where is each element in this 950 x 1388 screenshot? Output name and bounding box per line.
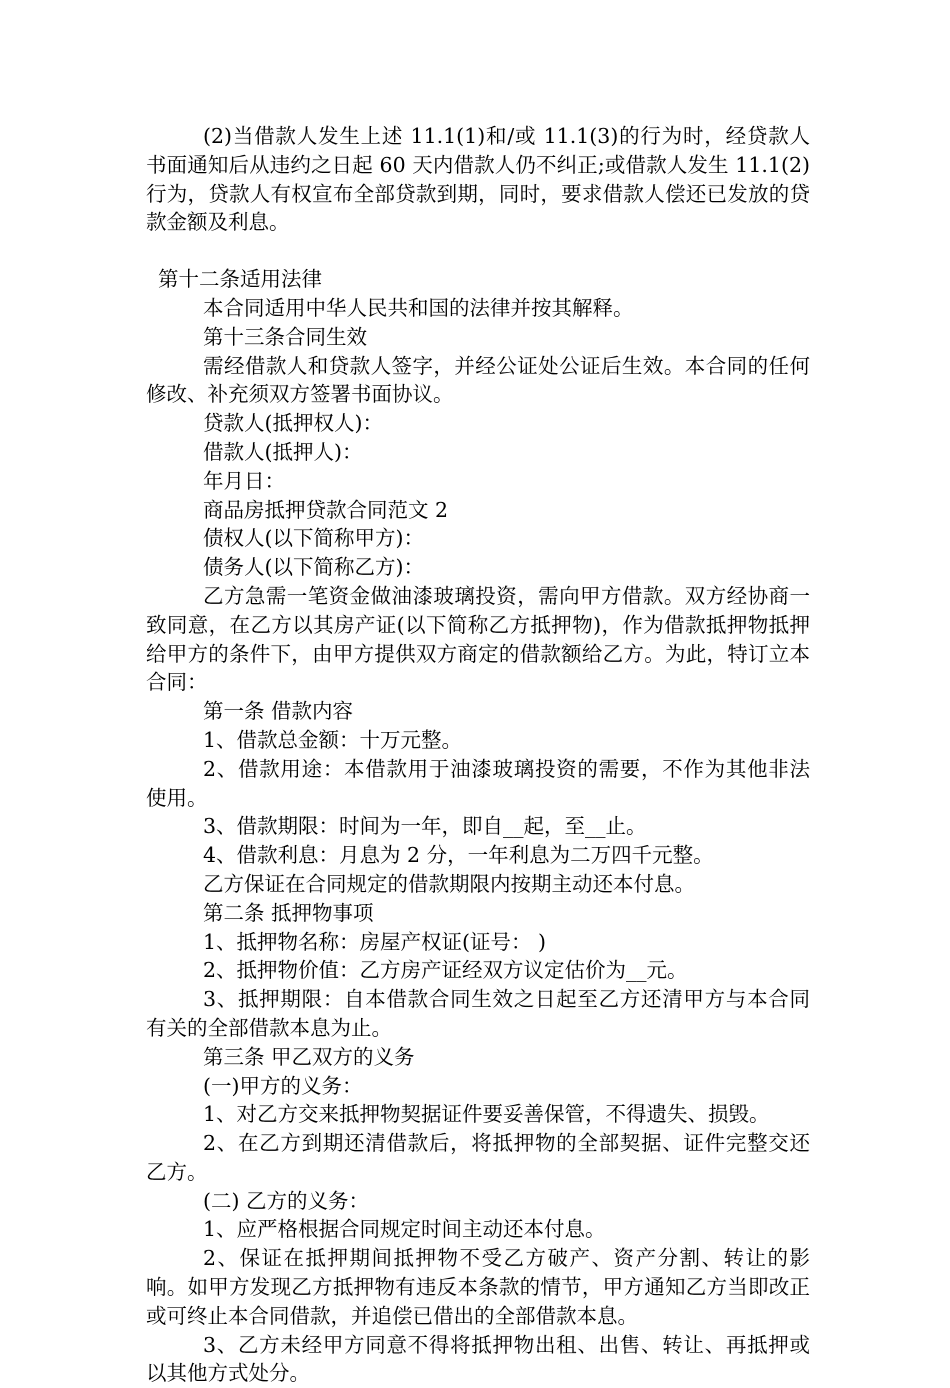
article-12-text: 本合同适用中华人民共和国的法律并按其解释。	[203, 295, 634, 320]
party-b-duty-3: 3、乙方未经甲方同意不得将抵押物出租、出售、转让、再抵押或以其他方式处分。	[146, 1332, 810, 1386]
article-2-item-2: 2、抵押物价值：乙方房产证经双方议定估价为__元。	[203, 958, 688, 983]
article-2-item-1: 1、抵押物名称：房屋产权证(证号： )	[203, 929, 547, 954]
borrower-signature-line: 借款人(抵押人)：	[203, 439, 363, 464]
article-1-item-1: 1、借款总金额：十万元整。	[203, 727, 463, 752]
party-a-duties-heading: (一)甲方的义务：	[203, 1073, 363, 1098]
party-a-duty-1: 1、对乙方交来抵押物契据证件要妥善保管，不得遗失、损毁。	[203, 1102, 770, 1127]
article-2-item-3: 3、抵押期限：自本借款合同生效之日起至乙方还清甲方与本合同有关的全部借款本息为止。	[146, 987, 810, 1040]
creditor-line: 债权人(以下简称甲方)：	[203, 526, 424, 551]
article-2-heading: 第二条 抵押物事项	[203, 900, 374, 925]
party-b-duty-1: 1、应严格根据合同规定时间主动还本付息。	[203, 1217, 606, 1242]
article-1-item-4: 4、借款利息：月息为 2 分，一年利息为二万四千元整。	[203, 843, 714, 868]
date-line: 年月日：	[203, 468, 285, 493]
debtor-line: 债务人(以下简称乙方)：	[203, 555, 424, 580]
preamble-paragraph: 乙方急需一笔资金做油漆玻璃投资，需向甲方借款。双方经协商一致同意，在乙方以其房产证(以下简称乙方抵押物)，作为借款抵押物抵押给甲方的条件下，由甲方提供双方商定的借款额给乙方。为此，特订立本合同：	[146, 583, 810, 695]
clause-11-2-paragraph: (2)当借款人发生上述 11.1(1)和/或 11.1(3)的行为时，经贷款人书面通知后从违约之日起 60 天内借款人仍不纠正;或借款人发生 11.1(2)行为，贷款人有权宣布全部贷款到期，同时，要求借款人偿还已发放的贷款金额及利息。	[146, 124, 810, 235]
party-b-duties-heading: (二) 乙方的义务：	[203, 1188, 370, 1213]
article-1-item-2: 2、借款用途：本借款用于油漆玻璃投资的需要，不作为其他非法使用。	[146, 756, 810, 810]
document-body	[146, 122, 810, 1388]
party-b-duty-2: 2、保证在抵押期间抵押物不受乙方破产、资产分割、转让的影响。如甲方发现乙方抵押物有违反本条款的情节，甲方通知乙方当即改正或可终止本合同借款，并追偿已借出的全部借款本息。	[146, 1246, 810, 1328]
article-1-item-3: 3、借款期限：时间为一年，即自__起，至__止。	[203, 814, 647, 839]
article-13-heading: 第十三条合同生效	[203, 324, 367, 349]
party-a-duty-2: 2、在乙方到期还清借款后，将抵押物的全部契据、证件完整交还乙方。	[146, 1131, 810, 1184]
article-1-guarantee: 乙方保证在合同规定的借款期限内按期主动还本付息。	[203, 871, 695, 896]
lender-signature-line: 贷款人(抵押权人)：	[203, 411, 383, 436]
article-3-heading: 第三条 甲乙双方的义务	[203, 1044, 415, 1069]
article-12-heading: 第十二条适用法律	[158, 267, 322, 292]
paragraph-gap	[146, 237, 810, 265]
article-1-heading: 第一条 借款内容	[203, 699, 354, 724]
sample-2-title: 商品房抵押贷款合同范文 2	[203, 497, 449, 522]
article-13-text: 需经借款人和贷款人签字，并经公证处公证后生效。本合同的任何修改、补充须双方签署书面协议。	[146, 353, 810, 407]
